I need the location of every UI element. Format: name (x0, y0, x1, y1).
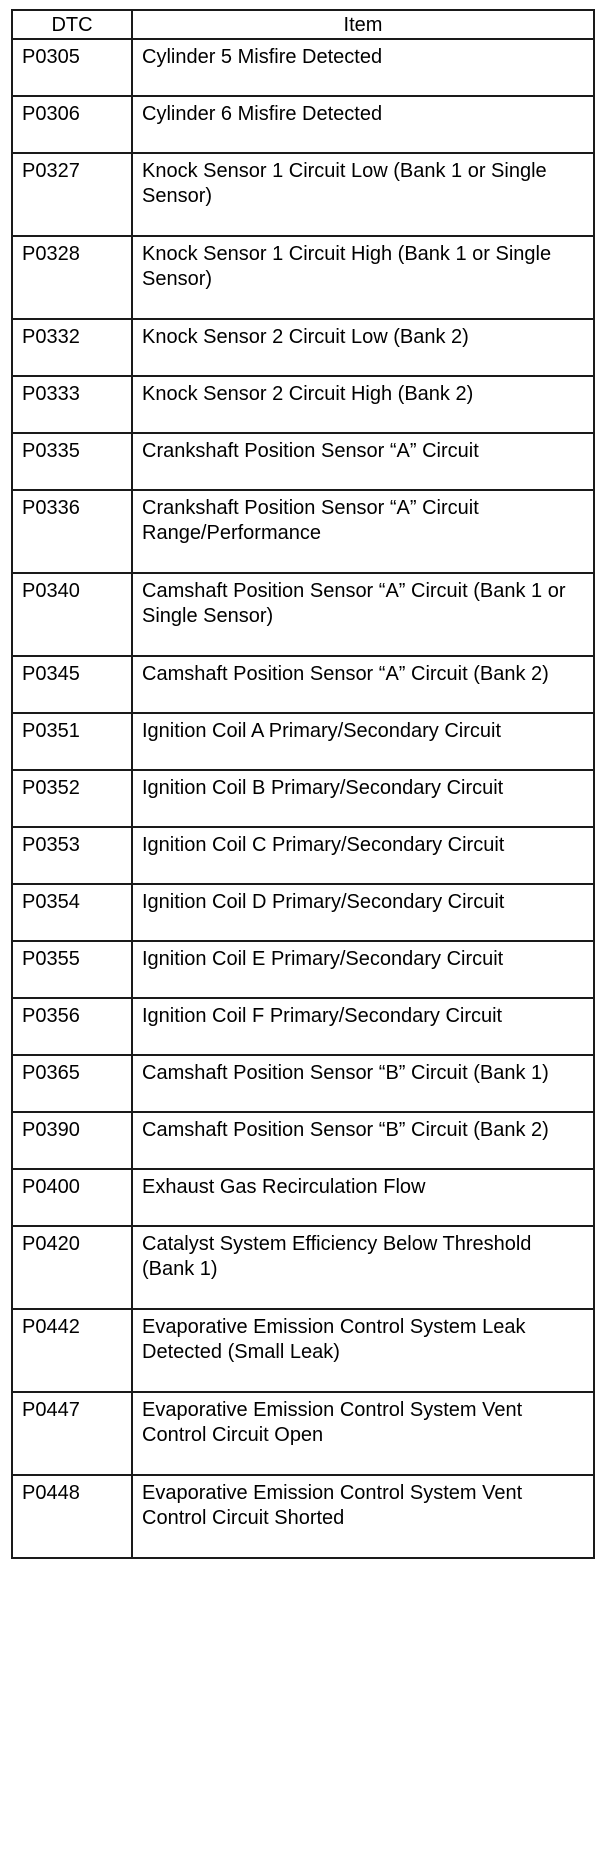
dtc-item-cell: Ignition Coil A Primary/Secondary Circuit (132, 713, 594, 770)
dtc-code-cell: P0345 (12, 656, 132, 713)
table-row (12, 319, 594, 376)
dtc-code-cell: P0305 (12, 39, 132, 96)
dtc-code-cell: P0333 (12, 376, 132, 433)
table-row (12, 1055, 594, 1112)
dtc-item-cell: Evaporative Emission Control System Vent Control Circuit Shorted (132, 1475, 594, 1558)
dtc-item-cell: Exhaust Gas Recirculation Flow (132, 1169, 594, 1226)
dtc-code-cell: P0448 (12, 1475, 132, 1558)
dtc-code-cell: P0336 (12, 490, 132, 573)
dtc-code-cell: P0356 (12, 998, 132, 1055)
dtc-item-cell: Ignition Coil B Primary/Secondary Circuit (132, 770, 594, 827)
table-row (12, 827, 594, 884)
table-row (12, 96, 594, 153)
column-header-item: Item (132, 10, 594, 39)
dtc-item-cell: Camshaft Position Sensor “A” Circuit (Bank 1 or Single Sensor) (132, 573, 594, 656)
dtc-item-cell: Knock Sensor 1 Circuit High (Bank 1 or Single Sensor) (132, 236, 594, 319)
table-row (12, 1226, 594, 1309)
table-row (12, 941, 594, 998)
table-row (12, 884, 594, 941)
dtc-code-cell: P0442 (12, 1309, 132, 1392)
dtc-code-cell: P0328 (12, 236, 132, 319)
dtc-code-cell: P0400 (12, 1169, 132, 1226)
dtc-code-cell: P0340 (12, 573, 132, 656)
dtc-code-cell: P0353 (12, 827, 132, 884)
dtc-code-cell: P0351 (12, 713, 132, 770)
table-row (12, 1309, 594, 1392)
table-body (12, 39, 594, 1558)
dtc-item-cell: Ignition Coil C Primary/Secondary Circuit (132, 827, 594, 884)
dtc-item-cell: Knock Sensor 1 Circuit Low (Bank 1 or Single Sensor) (132, 153, 594, 236)
table-row (12, 433, 594, 490)
dtc-code-cell: P0354 (12, 884, 132, 941)
dtc-item-cell: Cylinder 6 Misfire Detected (132, 96, 594, 153)
dtc-table (11, 9, 595, 1559)
table-row (12, 376, 594, 433)
dtc-item-cell: Knock Sensor 2 Circuit High (Bank 2) (132, 376, 594, 433)
dtc-item-cell: Evaporative Emission Control System Leak Detected (Small Leak) (132, 1309, 594, 1392)
dtc-code-cell: P0365 (12, 1055, 132, 1112)
table-row (12, 713, 594, 770)
table-row (12, 1475, 594, 1558)
table-header-row (12, 10, 594, 39)
table-row (12, 1169, 594, 1226)
dtc-item-cell: Ignition Coil F Primary/Secondary Circuit (132, 998, 594, 1055)
table-row (12, 770, 594, 827)
table-row (12, 153, 594, 236)
dtc-code-cell: P0327 (12, 153, 132, 236)
dtc-item-cell: Cylinder 5 Misfire Detected (132, 39, 594, 96)
table-row (12, 236, 594, 319)
dtc-code-cell: P0335 (12, 433, 132, 490)
dtc-item-cell: Ignition Coil E Primary/Secondary Circuit (132, 941, 594, 998)
dtc-code-cell: P0420 (12, 1226, 132, 1309)
dtc-code-cell: P0332 (12, 319, 132, 376)
column-header-dtc: DTC (12, 10, 132, 39)
dtc-code-cell: P0355 (12, 941, 132, 998)
dtc-item-cell: Evaporative Emission Control System Vent Control Circuit Open (132, 1392, 594, 1475)
dtc-item-cell: Ignition Coil D Primary/Secondary Circuit (132, 884, 594, 941)
table-row (12, 656, 594, 713)
dtc-item-cell: Camshaft Position Sensor “A” Circuit (Bank 2) (132, 656, 594, 713)
dtc-code-cell: P0352 (12, 770, 132, 827)
table-row (12, 998, 594, 1055)
table-row (12, 490, 594, 573)
table-row (12, 1112, 594, 1169)
dtc-code-cell: P0306 (12, 96, 132, 153)
dtc-item-cell: Knock Sensor 2 Circuit Low (Bank 2) (132, 319, 594, 376)
dtc-item-cell: Crankshaft Position Sensor “A” Circuit (132, 433, 594, 490)
dtc-item-cell: Camshaft Position Sensor “B” Circuit (Bank 1) (132, 1055, 594, 1112)
table-row (12, 39, 594, 96)
dtc-item-cell: Camshaft Position Sensor “B” Circuit (Bank 2) (132, 1112, 594, 1169)
dtc-code-cell: P0447 (12, 1392, 132, 1475)
dtc-item-cell: Catalyst System Efficiency Below Threshold (Bank 1) (132, 1226, 594, 1309)
dtc-item-cell: Crankshaft Position Sensor “A” Circuit Range/Performance (132, 490, 594, 573)
table-row (12, 1392, 594, 1475)
table-row (12, 573, 594, 656)
dtc-code-cell: P0390 (12, 1112, 132, 1169)
